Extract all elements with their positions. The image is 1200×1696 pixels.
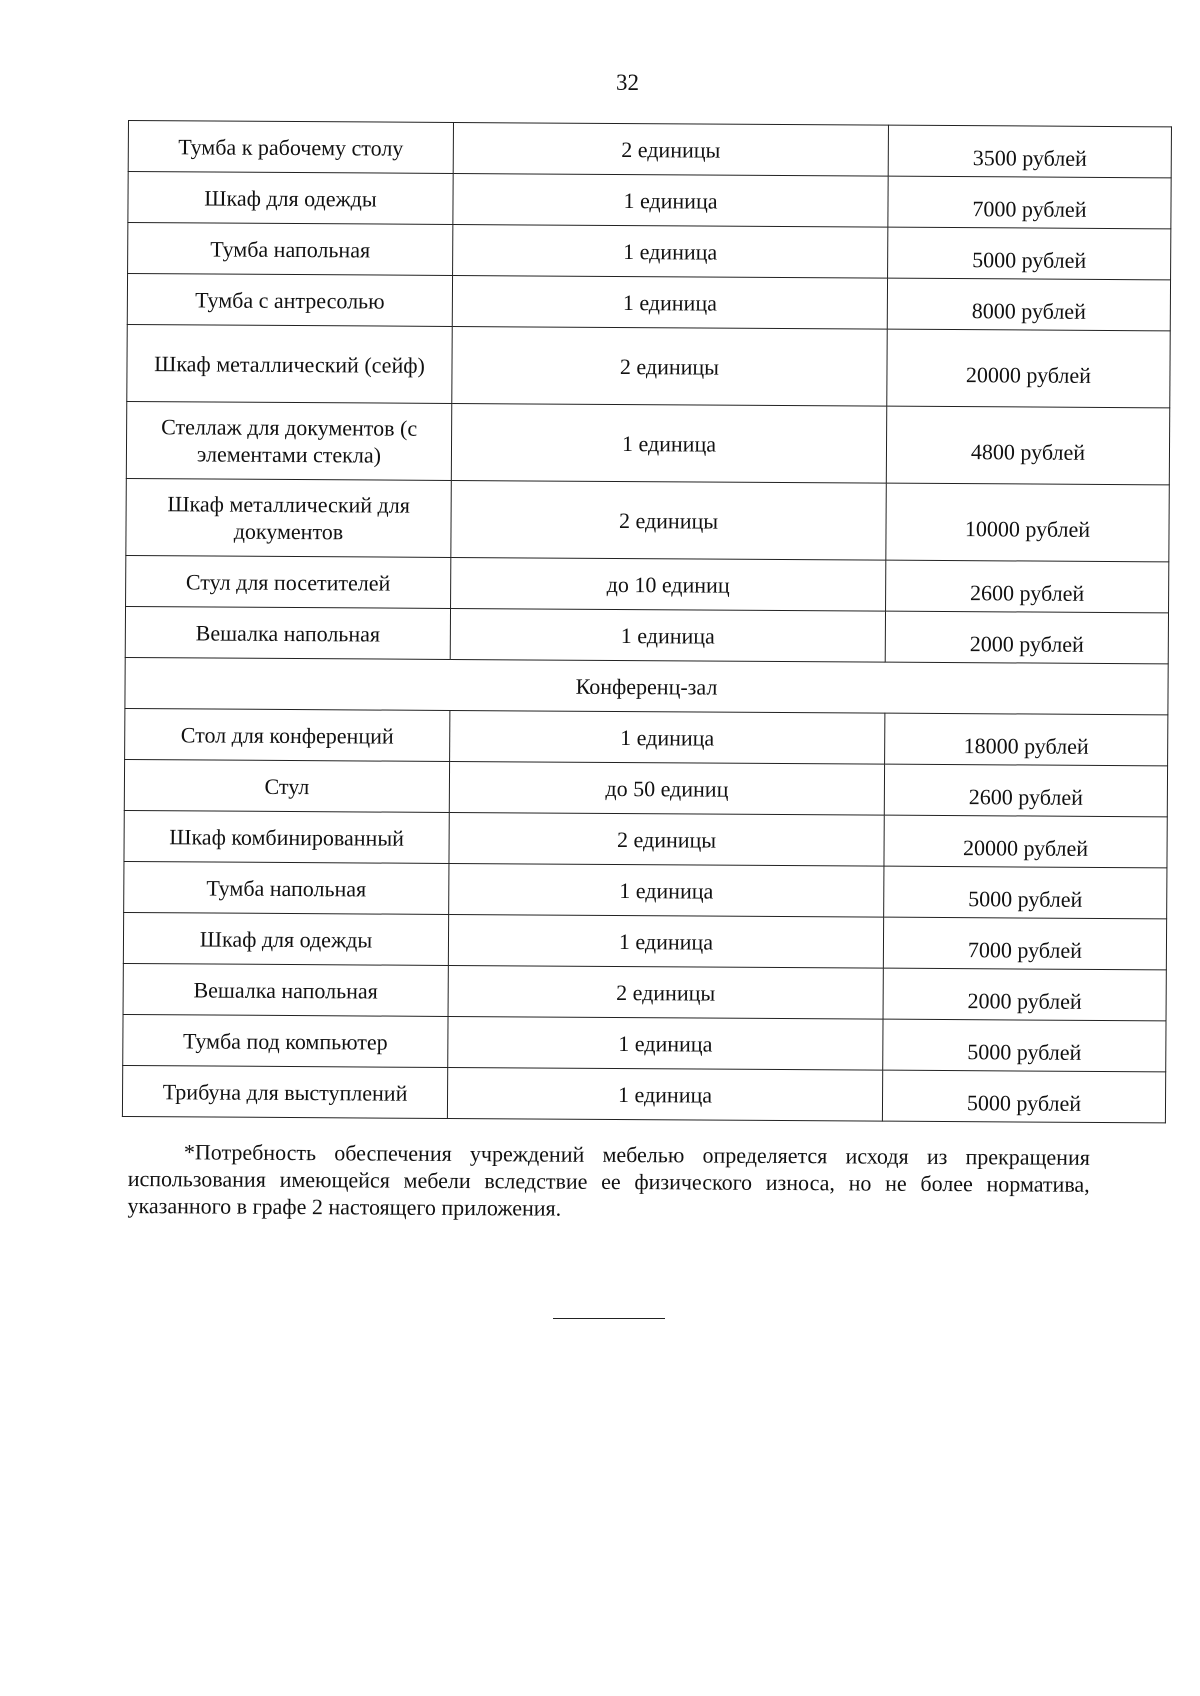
item-quantity-text: 1 единица (623, 187, 718, 214)
item-quantity-text: 2 единицы (618, 507, 719, 534)
item-quantity-text: 1 единица (620, 724, 715, 751)
item-name-cell (124, 759, 449, 812)
item-quantity-cell (453, 173, 888, 227)
item-name-text: Тумба с антресолью (195, 286, 385, 314)
item-price-cell (887, 278, 1170, 331)
item-price-text: 20000 рублей (965, 361, 1092, 388)
item-quantity-cell (449, 812, 884, 866)
item-quantity-cell (451, 557, 886, 611)
item-name-cell (127, 324, 452, 403)
item-quantity-text: 1 единица (617, 1081, 713, 1108)
item-price-text: 7000 рублей (972, 195, 1087, 222)
item-quantity-text: 1 единица (620, 622, 715, 649)
item-name-cell (126, 401, 451, 480)
item-quantity-cell (449, 761, 884, 815)
item-price-text: 5000 рублей (968, 885, 1083, 912)
table-row (126, 401, 1169, 484)
table-row (127, 274, 1170, 331)
item-quantity-cell (448, 914, 883, 968)
table-row (128, 223, 1171, 280)
item-quantity-cell (451, 480, 886, 560)
item-name-text: Стол для конференций (180, 721, 394, 749)
item-price-cell (888, 176, 1171, 229)
item-quantity-cell (450, 710, 885, 764)
item-quantity-text: 2 единицы (616, 979, 716, 1006)
item-quantity-text: 2 единицы (619, 353, 720, 380)
item-price-text: 2000 рублей (967, 987, 1082, 1014)
item-quantity-text: 1 единица (619, 877, 714, 904)
table-row (127, 324, 1170, 407)
table-row (126, 555, 1169, 612)
table-row (123, 963, 1166, 1020)
footnote: *Потребность обеспечения учреждений мебелью определяется исходя из прекращения использования имеющейся мебели вследствие ее физического износа, но не более норматива, указанного в графе 2 настоящего приложения. (127, 1139, 1090, 1221)
table-row (123, 912, 1166, 969)
item-price-cell (883, 968, 1166, 1021)
item-price-cell (888, 227, 1171, 280)
item-name-text: Шкаф комбинированный (169, 823, 405, 851)
table-row (124, 759, 1167, 816)
item-name-text: Стул для посетителей (185, 568, 391, 596)
item-quantity-cell (448, 965, 883, 1019)
item-price-text: 4800 рублей (970, 438, 1086, 465)
item-name-text: Шкаф металлический (сейф) (154, 350, 425, 378)
item-price-text: 18000 рублей (963, 732, 1089, 759)
item-name-cell (125, 606, 450, 659)
item-price-cell (888, 125, 1171, 178)
item-price-cell (885, 713, 1168, 766)
item-name-cell (123, 963, 448, 1016)
item-quantity-cell (448, 1016, 883, 1070)
item-price-cell (885, 611, 1168, 664)
item-quantity-cell (452, 275, 887, 329)
item-price-cell (884, 815, 1167, 868)
item-name-cell (128, 121, 453, 174)
item-name-text: Шкаф для одежды (204, 184, 377, 212)
item-name-cell (127, 274, 452, 327)
item-price-text: 10000 рублей (964, 515, 1091, 542)
item-quantity-cell (447, 1067, 882, 1121)
item-name-cell (128, 223, 453, 276)
item-quantity-text: до 10 единиц (606, 571, 730, 598)
item-name-text: Трибуна для выступлений (162, 1078, 408, 1106)
item-quantity-text: 1 единица (618, 1030, 713, 1057)
item-name-text: Стеллаж для документов (с элементами стекла) (161, 414, 418, 468)
item-quantity-text: 1 единица (618, 928, 714, 955)
item-name-text: Тумба к рабочему столу (178, 133, 404, 161)
item-price-cell (887, 329, 1170, 408)
table-row (125, 708, 1168, 765)
end-of-document-rule (553, 1318, 665, 1319)
item-name-text: Тумба напольная (210, 236, 371, 262)
item-price-cell (884, 866, 1167, 919)
item-price-cell (883, 1019, 1166, 1072)
item-quantity-text: 2 единицы (621, 136, 721, 163)
item-price-text: 2600 рублей (970, 579, 1085, 606)
table-row (128, 121, 1171, 178)
item-quantity-cell (453, 224, 888, 278)
furniture-table-container (122, 120, 1108, 1123)
item-price-cell (882, 1070, 1165, 1123)
item-name-cell (122, 1065, 447, 1118)
item-price-text: 3500 рублей (972, 144, 1087, 171)
item-name-text: Вешалка напольная (195, 619, 381, 647)
item-name-text: Стул (264, 773, 310, 799)
item-price-cell (883, 917, 1166, 970)
item-quantity-text: 2 единицы (617, 826, 717, 853)
section-header-row (125, 657, 1168, 714)
item-quantity-text: 1 единица (621, 430, 717, 457)
item-quantity-text: 1 единица (622, 289, 717, 316)
item-name-text: Шкаф металлический для документов (167, 491, 410, 545)
item-price-text: 5000 рублей (966, 1089, 1082, 1116)
item-price-cell (886, 483, 1169, 562)
item-name-text: Шкаф для одежды (199, 925, 373, 953)
item-price-text: 5000 рублей (972, 246, 1087, 273)
item-quantity-cell (449, 863, 884, 917)
item-price-text: 8000 рублей (971, 297, 1086, 324)
table-row (125, 606, 1168, 663)
item-name-cell (126, 478, 451, 557)
item-name-cell (123, 1014, 448, 1067)
item-quantity-cell (452, 326, 887, 406)
page-number: 32 (616, 70, 639, 95)
item-price-text: 20000 рублей (962, 834, 1089, 861)
table-row (122, 1065, 1165, 1122)
table-row (124, 810, 1167, 867)
item-price-cell (886, 560, 1169, 613)
table-row (123, 1014, 1166, 1071)
item-name-cell (124, 861, 449, 914)
item-name-cell (128, 172, 453, 225)
item-price-text: 5000 рублей (967, 1038, 1082, 1065)
item-price-text: 2000 рублей (969, 630, 1084, 657)
table-row (124, 861, 1167, 918)
table-row (126, 478, 1169, 561)
item-quantity-text: 1 единица (623, 238, 718, 265)
furniture-norms-table (122, 120, 1172, 1123)
item-name-text: Тумба напольная (206, 874, 367, 901)
item-name-cell (126, 555, 451, 608)
item-price-cell (884, 764, 1167, 817)
item-name-cell (125, 708, 450, 761)
item-quantity-cell (451, 403, 886, 483)
table-body (122, 121, 1171, 1123)
item-price-text: 7000 рублей (967, 936, 1083, 963)
item-name-cell (124, 810, 449, 863)
item-name-text: Тумба под компьютер (182, 1027, 388, 1055)
item-name-cell (123, 912, 448, 965)
item-price-text: 2600 рублей (968, 783, 1084, 810)
item-name-text: Вешалка напольная (193, 976, 378, 1004)
item-quantity-cell (453, 122, 888, 176)
table-row (128, 172, 1171, 229)
section-title: Конференц-зал (125, 657, 1168, 714)
item-quantity-text: до 50 единиц (605, 775, 729, 802)
item-quantity-cell (450, 608, 885, 662)
item-price-cell (886, 406, 1169, 485)
